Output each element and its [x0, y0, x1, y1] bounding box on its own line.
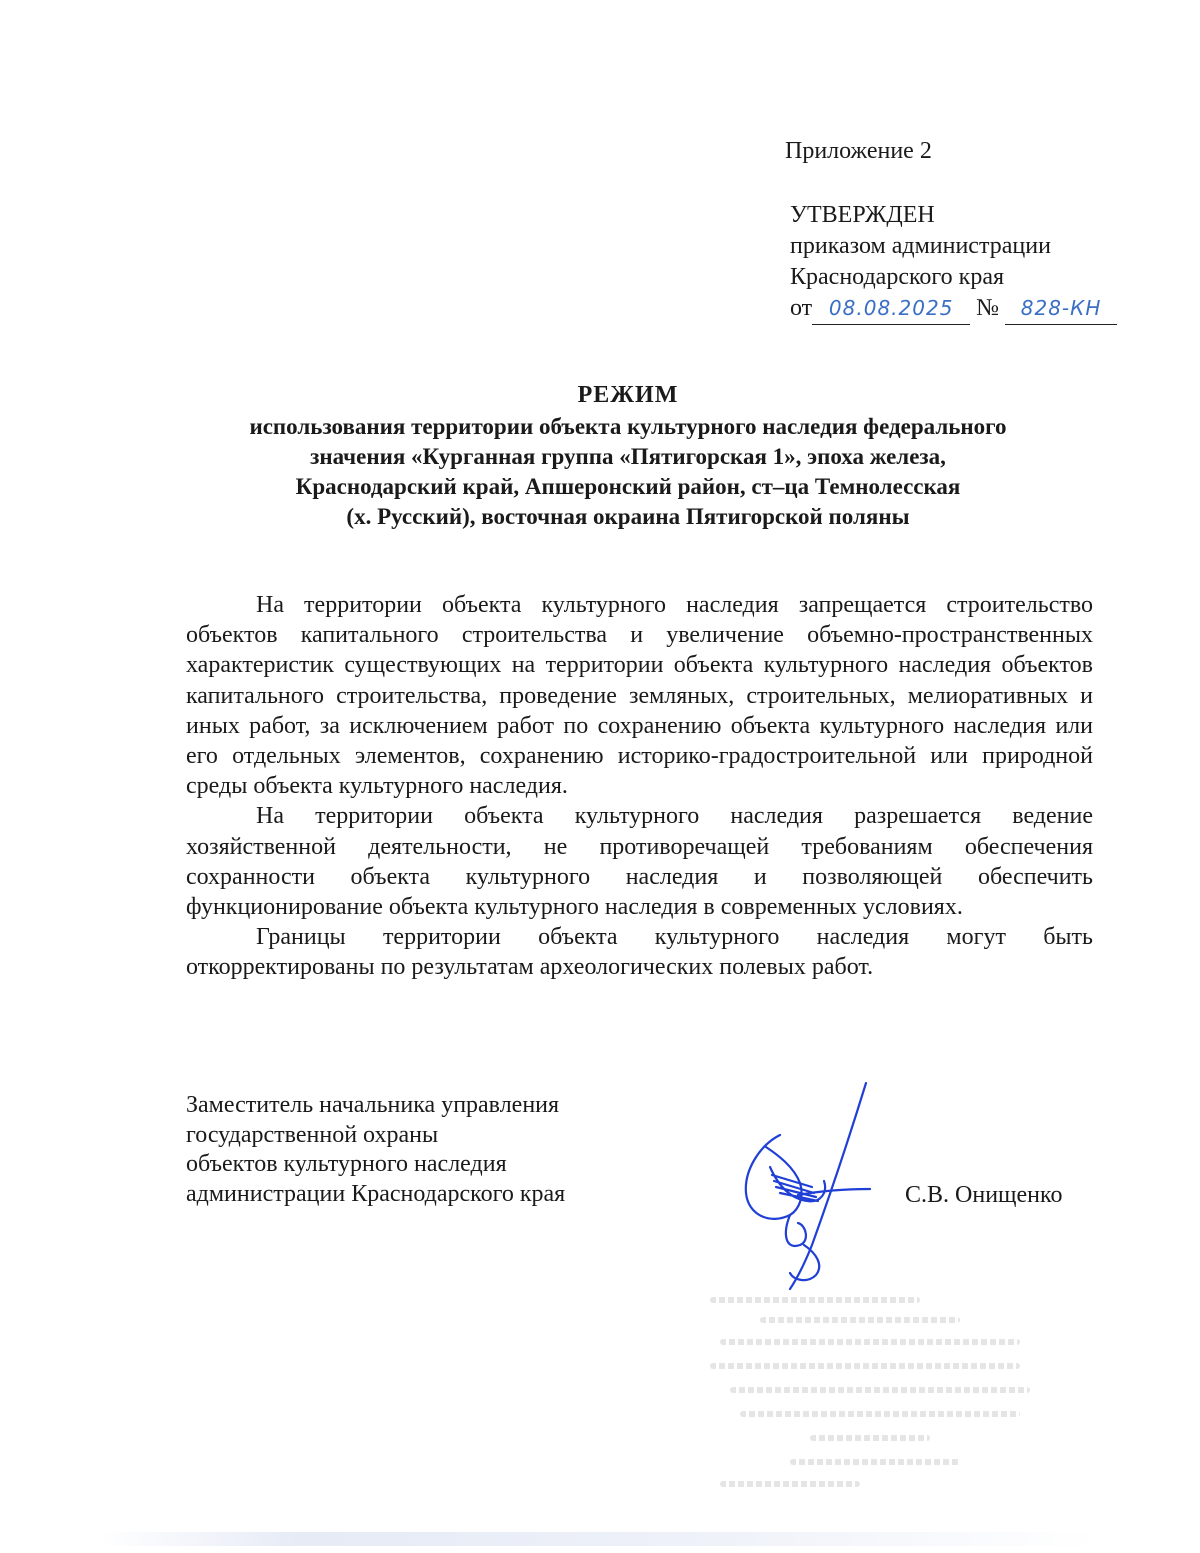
scan-smudge [100, 1532, 1100, 1546]
appendix-label: Приложение 2 [785, 138, 932, 164]
document-title [120, 380, 1136, 532]
date-prefix: от [790, 295, 813, 321]
number-sign: № [976, 295, 1000, 321]
body-paragraph-2: На территории объекта культурного наследия разрешается ведение хозяйственной деятельности, не противоречащей требованиям обеспечения сохранности объекта культурного наследия и позволяющей обеспечить функционирование объекта культурного наследия в современных условиях. [186, 803, 1093, 921]
body-paragraph-1: На территории объекта культурного наследия запрещается строительство объектов капитального строительства и увеличение объемно-пространственных характеристик существующих на территории объекта культурного наследия объектов капитального строительства, проведение земляных, строительных, мелиоративных и иных работ, за исключением работ по сохранению объекта культурного наследия или его отдельных элементов, сохранению историко-градостроительной или природной среды объекта культурного наследия. [186, 592, 1093, 800]
approval-title: УТВЕРЖДЕН [790, 202, 935, 228]
approval-line-1: приказом администрации [790, 233, 1051, 259]
approval-line-2: Краснодарского края [790, 264, 1005, 290]
body-paragraph-3: Границы территории объекта культурного наследия могут быть откорректированы по результатам археологических полевых работ. [186, 924, 1093, 981]
number-field [1005, 293, 1117, 325]
faded-stamp [700, 1295, 1030, 1495]
position-line-1: Заместитель начальника управления [186, 1092, 560, 1118]
date-field [812, 293, 970, 325]
title-line-1: использования территории объекта культурного наследия федерального [249, 414, 1007, 439]
title-heading: РЕЖИМ [577, 382, 679, 408]
signer-name: С.В. Онищенко [905, 1182, 1063, 1208]
body-text [186, 590, 1093, 983]
title-line-2: значения «Курганная группа «Пятигорская 1», эпоха железа, [310, 444, 946, 469]
signatory-position [186, 1091, 565, 1209]
position-line-3: объектов культурного наследия [186, 1151, 507, 1177]
title-line-3: Краснодарский край, Апшеронский район, ст–ца Темнолесская [295, 474, 961, 499]
approval-date-row [790, 293, 1117, 325]
approval-block [790, 200, 1117, 325]
position-line-4: администрации Краснодарского края [186, 1180, 566, 1207]
title-line-4: (х. Русский), восточная окраина Пятигорской поляны [346, 504, 910, 529]
date-value: 08.08.2025 [828, 296, 954, 320]
number-value: 828-КН [1020, 296, 1102, 320]
position-line-2: государственной охраны [186, 1121, 439, 1148]
handwritten-signature [720, 1075, 900, 1305]
